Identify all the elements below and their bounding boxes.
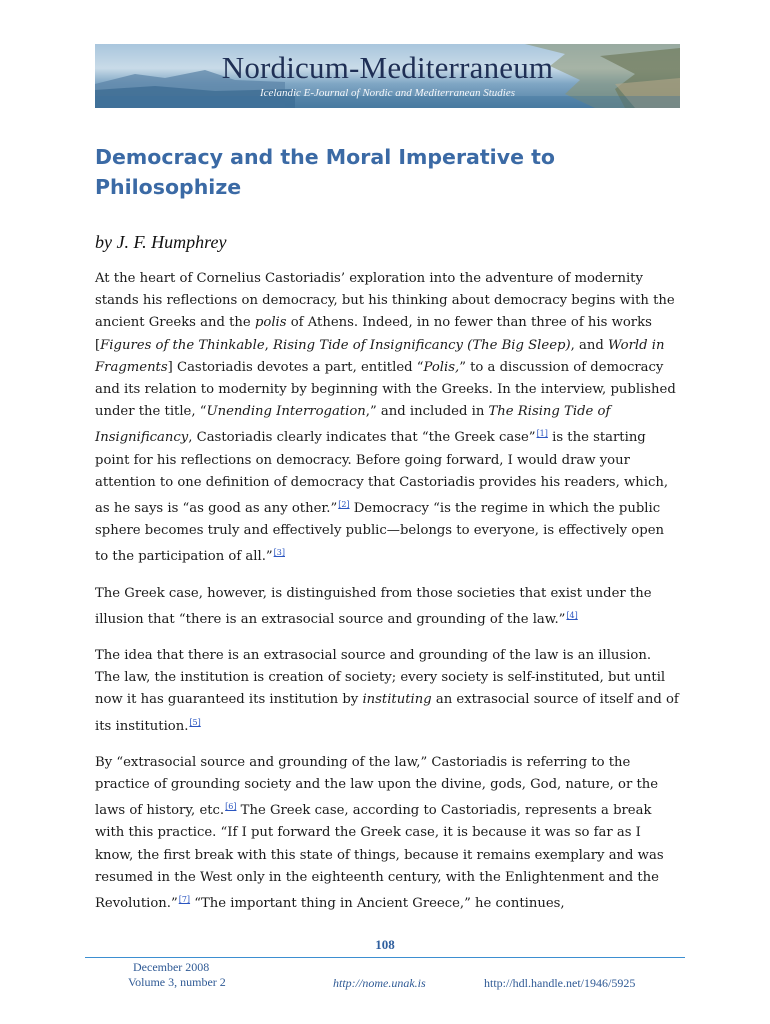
article-body [95,268,680,929]
body-text: By “extrasocial source and grounding of the law,” Castoriadis is referring to the practice of grounding society and the law upon the divine, gods, God, nature, or the laws of history, etc. [95,754,659,819]
italic-text: The Rising Tide of Insignificancy [95,404,611,446]
italic-text: Unending Interrogation [206,404,366,420]
body-text: The idea that there is an extrasocial source and grounding of the law is an illusion. The law, the institution is creation of society; every society is self-instituted, but until now it has guaranteed its institution by [95,648,666,708]
body-paragraph [95,268,680,569]
body-text: is the starting point for his reflections on democracy. Before going forward, I would draw your attention to one definition of democracy that Castoriadis provides his readers, which, as he says is “as good as any other.” [95,430,669,517]
footer-volume: Volume 3, number 2 [128,975,226,989]
footnote-link[interactable]: [2] [338,500,350,510]
body-text: , and [570,337,608,353]
body-text: Democracy “is the regime in which the public sphere becomes truly and effectively public—belongs to everyone, is effectively open to the participation of all.” [95,501,664,565]
body-text: At the heart of Cornelius Castoriadis’ exploration into the adventure of modernity stands his reflections on democracy, but his thinking about democracy begins with the ancient Greeks and the [95,271,675,331]
footnote-link[interactable]: [4] [566,610,578,620]
italic-text: World in Fragments [95,337,665,375]
italic-text: Polis, [423,359,460,375]
footer-date: December 2008 [133,960,210,974]
footnote-link[interactable]: [5] [189,717,201,727]
body-paragraph [95,752,680,915]
italic-text: Rising Tide of Insignificancy (The Big Sleep) [273,337,571,353]
body-text: of Athens. Indeed, in no fewer than three of his works [ [95,315,652,353]
body-paragraph [95,583,680,631]
journal-subtitle: Icelandic E-Journal of Nordic and Mediterranean Studies [260,87,515,99]
body-text: ] Castoriadis devotes a part, entitled “ [167,359,424,375]
page-number: 108 [375,937,395,952]
article-byline: by J. F. Humphrey [95,232,227,252]
article-title: Democracy and the Moral Imperative to Philosophize [95,145,555,199]
body-text: , Castoriadis clearly indicates that “the Greek case” [188,430,536,446]
body-text: The Greek case, however, is distinguished from those societies that exist under the illusion that “there is an extrasocial source and grounding of the law.” [95,585,652,627]
footer-handle-link[interactable]: http://hdl.handle.net/1946/5925 [484,976,636,990]
journal-name: Nordicum-Mediterraneum [221,50,554,85]
body-text: ,” and included in [365,404,489,420]
journal-banner [95,44,680,108]
body-text: an extrasocial source of itself and of its institution. [95,692,679,734]
body-text: “The important thing in Ancient Greece,” he continues, [190,896,565,912]
footer-divider [85,957,685,958]
footnote-link[interactable]: [3] [273,548,285,558]
body-paragraph [95,645,680,738]
italic-text: instituting [362,692,432,708]
footnote-link[interactable]: [1] [536,429,548,439]
body-text: The Greek case, according to Castoriadis, represents a break with this practice. “If I put forward the Greek case, it is because it was so far as I know, the first break with this state of things, because it remains exemplary and was resumed in the West only in the eighteenth century, with the Enlightenment and the Revolution.” [95,803,664,912]
footnote-link[interactable]: [7] [178,895,191,905]
body-text: ” to a discussion of democracy and its relation to modernity by beginning with the Greeks. In the interview, published under the title, “ [95,359,676,420]
footnote-link[interactable]: [6] [225,802,237,812]
footer-site-link[interactable]: http://nome.unak.is [333,976,426,990]
italic-text: Figures of the Thinkable [100,337,265,353]
italic-text: polis [254,315,287,331]
body-text: , [264,337,274,353]
